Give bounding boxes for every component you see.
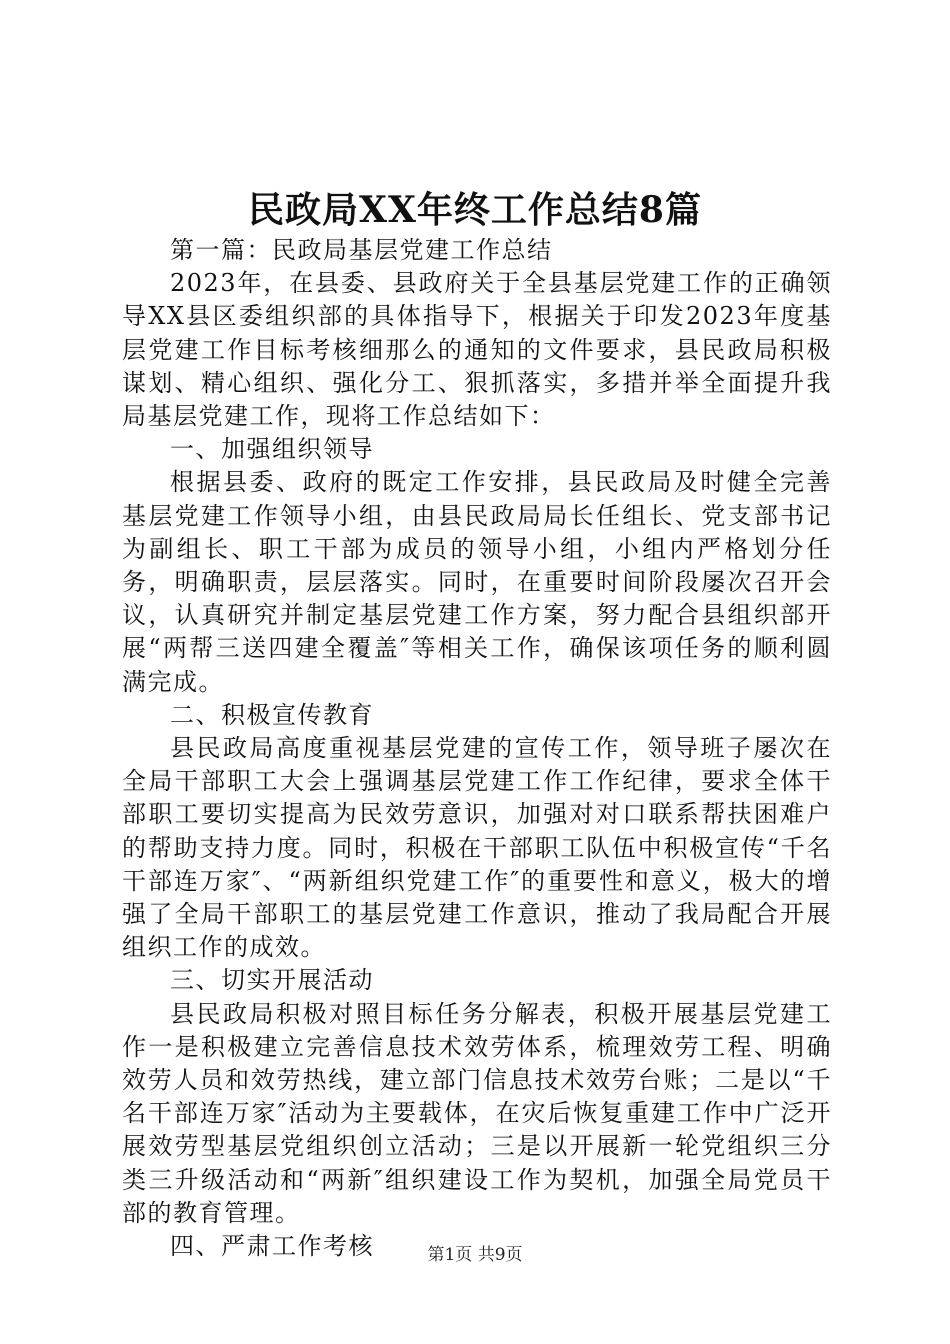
document-title: 民政局XX年终工作总结8篇: [248, 189, 702, 231]
section-paragraph-3: 县民政局积极对照目标任务分解表，积极开展基层党建工作一是积极建立完善信息技术效劳体系，梳理效劳工程、明确效劳人员和效劳热线，建立部门信息技术效劳台账；二是以“千名干部连万家″活动为主要载体，在灾后恢复重建工作中广泛开展效劳型基层党组织创立活动；三是以开展新一轮党组织三分类三升级活动和“两新″组织建设工作为契机，加强全局党员干部的教育管理。: [122, 999, 832, 1227]
section-paragraph-1: 根据县委、政府的既定工作安排，县民政局及时健全完善基层党建工作领导小组，由县民政局局长任组长、党支部书记为副组长、职工干部为成员的领导小组，小组内严格划分任务，明确职责，层层落实。同时，在重要时间阶段屡次召开会议，认真研究并制定基层党建工作方案，努力配合县组织部开展“两帮三送四建全覆盖″等相关工作，确保该项任务的顺利圆满完成。: [122, 468, 832, 696]
section-heading-4: 四、严肃工作考核: [170, 1232, 374, 1261]
page-number-footer: 第1页 共9页: [427, 1245, 523, 1265]
section-paragraph-2: 县民政局高度重视基层党建的宣传工作，领导班子屡次在全局干部职工大会上强调基层党建工作工作纪律，要求全体干部职工要切实提高为民效劳意识，加强对对口联系帮扶困难户的帮助支持力度。同时，积极在干部职工队伍中积极宣传“千名干部连万家″、“两新组织党建工作″的重要性和意义，极大的增强了全局干部职工的基层党建工作意识，推动了我局配合开展组织工作的成效。: [122, 734, 832, 962]
section-heading-2: 二、积极宣传教育: [170, 700, 374, 729]
intro-paragraph: 2023年，在县委、县政府关于全县基层党建工作的正确领导XX县区委组织部的具体指导下，根据关于印发2023年度基层党建工作目标考核细那么的通知的文件要求，县民政局积极谋划、精心组织、强化分工、狠抓落实，多措并举全面提升我局基层党建工作，现将工作总结如下：: [122, 269, 832, 431]
section-heading-1: 一、加强组织领导: [170, 435, 374, 464]
document-body: [122, 234, 832, 1263]
section-heading-3: 三、切实开展活动: [170, 966, 374, 995]
chapter-subtitle: 第一篇：民政局基层党建工作总结: [170, 236, 553, 264]
